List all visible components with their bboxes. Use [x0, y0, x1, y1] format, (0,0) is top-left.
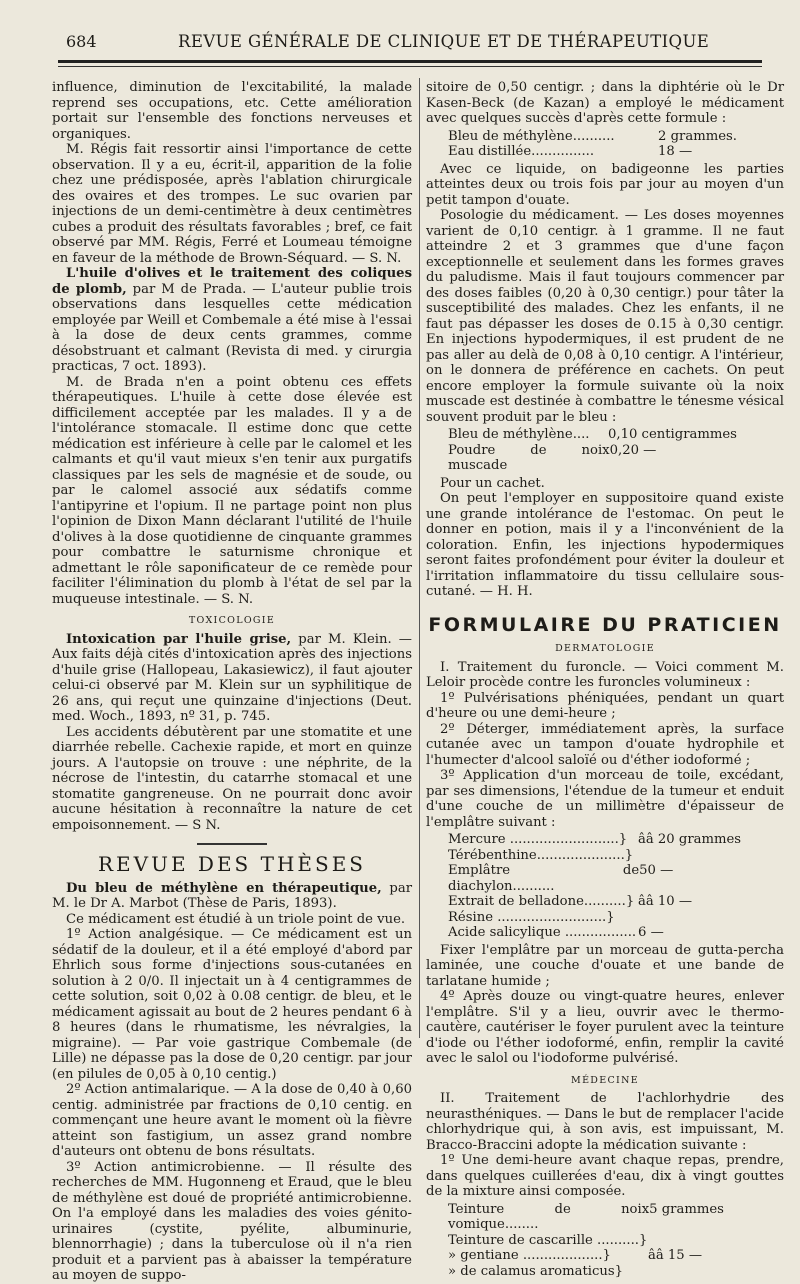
header-rule-thin [58, 66, 762, 67]
paragraph: Pour un cachet. [440, 475, 545, 491]
paragraph: 2º Déterger, immédiatement après, la surface cutanée avec un tampon d'ouate hydrophile et l'humecter d'alcool saloïé ou d'éther iodoformé ; [426, 721, 784, 768]
section-ornament [197, 843, 267, 845]
paragraph: 2º Action antimalarique. — A la dose de 0,40 à 0,60 centig. administrée par fractions de 0,10 centig. en commençant une heure avant le moment où la fièvre atteint son fastigium, un assez grand nombre d'auteurs ont obtenu de bons résultats. [52, 1082, 412, 1159]
formula-1 [448, 129, 748, 160]
article-huile-grise: Intoxication par l'huile grise, par M. Klein. — Aux faits déjà cités d'intoxication après des injections d'huile grise (Hallopeau, Lakasiewicz), il faut ajouter celui-ci observé par M. Klein sur un syphilitique de 26 ans, qui reçut une quinzaine d'injections (Deut. med. Woch., 1893, nº 31, p. 745. [52, 631, 412, 724]
paragraph: 1º Pulvérisations phéniquées, pendant un quart d'heure ou une demi-heure ; [426, 690, 784, 721]
paragraph: 3º Action antimicrobienne. — Il résulte des recherches de MM. Hugonneng et Eraud, que le bleu de méthylène est doué de propriété antimicrobienne. On l'a employé dans les maladies des voies génito-urinaires (cystite, pyélite, albuminurie, blennorrhagie) ; dans la tuberculose où il n'a rien produit et a parvient pas à abaisser la température au moyen de suppo- [52, 1159, 412, 1283]
formula-4 [448, 1202, 748, 1280]
right-column [426, 80, 784, 1281]
section-label-medecine: MÉDECINE [571, 1074, 639, 1086]
section-label-toxicologie: TOXICOLOGIE [188, 615, 276, 626]
paragraph: 4º Après douze ou vingt-quatre heures, enlever l'emplâtre. S'il y a lieu, ouvrir avec le thermo-cautère, cautériser le foyer purulent avec la teinture d'iode ou l'éther iodoformé, enfin, remplir la cavité avec le salol ou l'iodoforme pulvérisé. [426, 989, 784, 1066]
formula-row: Bleu de méthylène.......... 2 grammes. [448, 128, 737, 144]
paragraph: Les accidents débutèrent par une stomatite et une diarrhée rebelle. Cachexie rapide, et mort en quinze jours. A l'autopsie on trouve : une néphrite, de la nécrose de l'intestin, du catarrhe stomacal et une stomatite gangreneuse. On ne pourrait donc avoir aucune hésitation à reconnaître la nature de cet empoisonnement. — S N. [52, 724, 412, 833]
paragraph: Fixer l'emplâtre par un morceau de gutta-percha laminée, une couche d'ouate et une bande de tarlatane humide ; [426, 942, 784, 989]
formula-row: Emplâtre de diachylon.......... 50 — [448, 863, 674, 894]
formula-row: Teinture de noix vomique........ 5 grammes [448, 1201, 724, 1232]
formula-row: Poudre de noix muscade 0,20 — [448, 442, 657, 473]
page-header [58, 30, 762, 56]
paragraph: Avec ce liquide, on badigeonne les parties atteintes deux ou trois fois par jour au moyen d'un petit tampon d'ouate. [426, 161, 784, 208]
paragraph: 3º Application d'un morceau de toile, excédant, par ses dimensions, l'étendue de la tumeur et enduit d'une couche de un millimètre d'épaisseur de l'emplâtre suivant : [426, 768, 784, 830]
header-rule [58, 60, 762, 63]
article-olive-oil: L'huile d'olives et le traitement des coliques de plomb, par M de Prada. — L'auteur publie trois observations dans lesquelles cette médication employée par Weill et Combemale a été mise à l'essai à la dose de deux cents grammes, comme désobstruant et calmant (Revista di med. y cirurgia practicas, 7 oct. 1893). [52, 266, 412, 374]
page-number: 684 [66, 32, 97, 51]
paragraph: M. de Brada n'en a point obtenu ces effets thérapeutiques. L'huile à cette dose élevée est difficilement acceptée par les malades. Il y a de l'intolérance stomacale. Il estime donc que cette médication est inférieure à celle par le calomel et les calmants et qu'il vaut mieux s'en tenir aux purgatifs classiques par les sels de magnésie et de soude, ou par le calomel associé aux sédatifs comme l'antipyrine et l'opium. Il ne partage point non plus l'opinion de Dixon Mann déclarant l'utilité de l'huile d'olives à la dose quotidienne de cinquante grammes pour combattre le saturnisme chronique et admettant le rôle saponificateur de ce remède pour faciliter l'élimination du plomb à l'état de sel par la muqueuse intestinale. — S. N. [52, 374, 412, 607]
paragraph: Posologie du médicament. — Les doses moyennes varient de 0,10 centigr. à 1 gramme. Il ne faut atteindre 2 et 3 grammes que d'une façon exceptionnelle et seulement dans les formes graves du paludisme. Mais il faut toujours commencer par des doses faibles (0,20 à 0,30 centigr.) pour tâter la susceptibilité des malades. Chez les enfants, il ne faut pas dépasser les doses de 0.15 à 0,30 centigr. En injections hypodermiques, il est prudent de ne pas aller au delà de 0,08 à 0,10 centigr. A l'intérieur, on le donnera de préférence en cachets. On peut encore employer la formule suivante où la noix muscade est destinée à combattre le ténesme vésical souvent produit par le bleu : [426, 208, 784, 425]
formula-row: Bleu de méthylène.... 0,10 centigrammes [448, 427, 737, 442]
section-label-dermatologie: DERMATOLOGIE [555, 643, 655, 654]
formula-row: » de calamus aromaticus} [448, 1263, 624, 1279]
left-column [52, 80, 412, 1284]
formula-row: Acide salicylique ................. 6 — [448, 925, 664, 940]
formula-row: Teinture de cascarille ..........} [448, 1232, 648, 1248]
paragraph: Ce médicament est étudié à un triole point de vue. [66, 911, 406, 927]
article-title: Du bleu de méthylène en thérapeutique, [66, 880, 382, 896]
paragraph: 1º Action analgésique. — Ce médicament est un sédatif de la douleur, et il a été employé d'abord par Ehrlich sous forme d'injections sous-cutanées en solution à 2 0/0. Il injectait un à 4 centigrammes de cette solution, soit 0,02 à 0.08 centigr. de bleu, et le médicament agissait au bout de 2 heures pendant 6 à 8 heures (dans le rhumatisme, les névralgies, la migraine). — Par voie gastrique Combemale (de Lille) ne dépasse pas la dose de 0,20 centigr. par jour (en pilules de 0,05 à 0,10 centig.) [52, 927, 412, 1082]
paragraph: 1º Une demi-heure avant chaque repas, prendre, dans quelques cuillerées d'eau, dix à vingt gouttes de la mixture ainsi composée. [426, 1153, 784, 1199]
article-title: Intoxication par l'huile grise, [66, 631, 292, 647]
formula-row: » gentiane ...................} ââ 15 — [448, 1248, 703, 1263]
article-bleu-methylene: Du bleu de méthylène en thérapeutique, par M. le Dr A. Marbot (Thèse de Paris, 1893). [52, 880, 412, 911]
section-heading-theses: REVUE DES THÈSES [98, 852, 366, 876]
formula-3 [448, 832, 748, 941]
paragraph: influence, diminution de l'excitabilité, la malade reprend ses occupations, etc. Cette amélioration portait sur l'ensemble des fonctions nerveuses et organiques. [52, 80, 412, 142]
paragraph: On peut l'employer en suppositoire quand existe une grande intolérance de l'estomac. On peut le donner en potion, mais il y a l'inconvénient de la coloration. Enfin, les injections hypodermiques seront faites profondément pour éviter la douleur et l'irritation inflammatoire du tissu cellulaire sous-cutané. — H. H. [426, 491, 784, 599]
formula-row: Eau distillée............... 18 — [448, 144, 693, 159]
article-title: L'huile d'olives et le traitement des coliques de plomb, [52, 266, 412, 297]
formula-row: Mercure ..........................} ââ 20 grammes [448, 832, 742, 847]
paragraph: II. Traitement de l'achlorhydrie des neurasthéniques. — Dans le but de remplacer l'acide chlorhydrique qui, à son avis, est impuissant, M. Bracco-Braccini adopte la médication suivante : [426, 1091, 784, 1153]
formula-row: Térébenthine.....................} [448, 847, 634, 863]
paragraph: sitoire de 0,50 centigr. ; dans la diphtérie où le Dr Kasen-Beck (de Kazan) a employé le médicament avec quelques succès d'après cette formule : [426, 80, 784, 126]
formula-row: Résine ..........................} [448, 909, 615, 925]
paragraph: M. Régis fait ressortir ainsi l'importance de cette observation. Il y a eu, écrit-il, apparition de la folie chez une prédisposée, après l'ablation chirurgicale des ovaires et des trompes. Le suc ovarien par injections de un demi-centimètre à deux centimètres cubes a produit des résultats favorables ; bref, ce fait observé par MM. Régis, Ferré et Loumeau témoigne en faveur de la méthode de Brown-Séquard. — S. N. [52, 142, 412, 266]
section-heading-formulaire: FORMULAIRE DU PRATICIEN [428, 613, 782, 636]
formula-2 [448, 427, 748, 474]
column-divider [419, 78, 420, 1038]
paragraph: I. Traitement du furoncle. — Voici comment M. Leloir procède contre les furoncles volumineux : [426, 659, 784, 690]
running-title: REVUE GÉNÉRALE DE CLINIQUE ET DE THÉRAPEUTIQUE [178, 32, 710, 51]
formula-row: Extrait de belladone..........} ââ 10 — [448, 894, 693, 909]
